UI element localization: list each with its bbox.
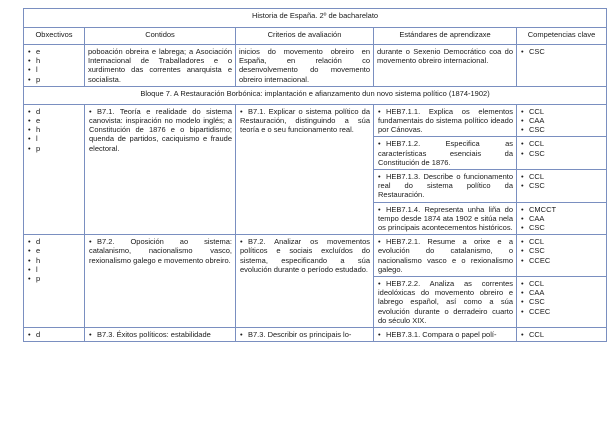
table-row xyxy=(24,328,607,342)
obxectivos-cell xyxy=(24,328,85,342)
competencias-cell xyxy=(517,104,607,137)
header-contidos: Contidos xyxy=(85,28,236,45)
estandar-cell: durante o Sexenio Democrático coa do movemento obreiro internacional. xyxy=(374,45,517,87)
competencia-item: • CCL xyxy=(520,107,603,116)
obxectivo-item: • h xyxy=(27,56,81,65)
table-row xyxy=(24,235,607,277)
contido-item: • B7.3. Éxitos políticos: estabilidade xyxy=(88,330,232,339)
estandar-item: • HEB7.1.4. Representa unha liña do tempo desde 1874 ata 1902 e sitúa nela os principais acontecementos históricos. xyxy=(377,205,513,233)
competencia-item: • CCEC xyxy=(520,256,603,265)
competencias-cell xyxy=(517,328,607,342)
obxectivo-item: • h xyxy=(27,256,81,265)
bloque-heading: Bloque 7. A Restauración Borbónica: implantación e afianzamento dun novo sistema político (1874-1902) xyxy=(24,86,607,104)
obxectivo-item: • d xyxy=(27,107,81,116)
table-row xyxy=(24,45,607,87)
obxectivo-item: • l xyxy=(27,265,81,274)
estandar-cell xyxy=(374,170,517,203)
criterio-item: • B7.3. Describir os principais lo- xyxy=(239,330,370,339)
estandar-item: • HEB7.1.1. Explica os elementos fundamentais do sistema político ideado por Cánovas. xyxy=(377,107,513,135)
obxectivos-cell xyxy=(24,235,85,328)
competencias-cell xyxy=(517,45,607,87)
competencias-cell xyxy=(517,235,607,277)
contido-item: • B7.1. Teoría e realidade do sistema canovista: inspiración no modelo inglés; a Constitución de 1876 e o bipartidismo; quenda de partidos, caciquismo e fraude electoral. xyxy=(88,107,232,153)
competencia-item: • CCEC xyxy=(520,307,603,316)
estandar-item: • HEB7.1.2. Especifica as características esenciais da Constitución de 1876. xyxy=(377,139,513,167)
competencia-item: • CSC xyxy=(520,297,603,306)
estandar-cell xyxy=(374,328,517,342)
criterio-item: • B7.2. Analizar os movementos políticos e sociais excluídos do sistema, especificando a súa evolución durante o período estudado. xyxy=(239,237,370,274)
criterio-cell xyxy=(236,328,374,342)
header-obxectivos: Obxectivos xyxy=(24,28,85,45)
criterio-cell xyxy=(236,235,374,328)
contido-item: • B7.2. Oposición ao sistema: catalanismo, nacionalismo vasco, rexionalismo galego e movemento obreiro. xyxy=(88,237,232,265)
competencia-item: • CSC xyxy=(520,181,603,190)
competencia-item: • CCL xyxy=(520,279,603,288)
estandar-cell xyxy=(374,104,517,137)
header-criterios: Criterios de avaliación xyxy=(236,28,374,45)
obxectivo-item: • e xyxy=(27,246,81,255)
contidos-cell xyxy=(85,104,236,234)
estandar-cell xyxy=(374,202,517,235)
obxectivo-item: • e xyxy=(27,116,81,125)
obxectivo-item: • d xyxy=(27,330,81,339)
contidos-cell xyxy=(85,328,236,342)
table-title: Historia de España. 2º de bacharelato xyxy=(24,9,607,28)
competencia-item: • CSC xyxy=(520,246,603,255)
competencias-cell xyxy=(517,137,607,170)
competencia-item: • CCL xyxy=(520,330,603,339)
estandar-item: • HEB7.3.1. Compara o papel polí- xyxy=(377,330,513,339)
competencia-item: • CSC xyxy=(520,223,603,232)
contidos-cell xyxy=(85,235,236,328)
estandar-item: • HEB7.2.1. Resume a orixe e a evolución do catalanismo, o nacionalismo vasco e o rexionalismo galego. xyxy=(377,237,513,274)
competencias-cell xyxy=(517,277,607,328)
competencia-item: • CMCCT xyxy=(520,205,603,214)
competencia-item: • CCL xyxy=(520,139,603,148)
obxectivos-cell xyxy=(24,45,85,87)
estandar-item: • HEB7.2.2. Analiza as correntes ideolóxicas do movemento obreiro e labrego español, así como a súa evolución durante o derradeiro cuarto do século XIX. xyxy=(377,279,513,325)
criterio-item: • B7.1. Explicar o sistema político da Restauración, distinguindo a súa teoría e o seu funcionamento real. xyxy=(239,107,370,135)
competencia-item: • CCL xyxy=(520,172,603,181)
obxectivo-item: • d xyxy=(27,237,81,246)
contidos-cell: poboación obreira e labrega; a Asociación Internacional de Traballadores e o xurdimento das correntes anarquista e socialista. xyxy=(85,45,236,87)
obxectivo-item: • e xyxy=(27,47,81,56)
competencia-item: • CAA xyxy=(520,288,603,297)
competencia-item: • CSC xyxy=(520,125,603,134)
obxectivos-cell xyxy=(24,104,85,234)
obxectivo-item: • l xyxy=(27,134,81,143)
obxectivo-item: • p xyxy=(27,75,81,84)
obxectivo-item: • h xyxy=(27,125,81,134)
estandar-cell xyxy=(374,137,517,170)
obxectivo-item: • p xyxy=(27,274,81,283)
competencia-item: • CSC xyxy=(520,47,603,56)
criterio-cell xyxy=(236,104,374,234)
competencia-item: • CSC xyxy=(520,149,603,158)
competencia-item: • CAA xyxy=(520,116,603,125)
competencias-cell xyxy=(517,202,607,235)
estandar-cell xyxy=(374,277,517,328)
estandar-item: • HEB7.1.3. Describe o funcionamento real do sistema político da Restauración. xyxy=(377,172,513,200)
curriculum-table xyxy=(23,8,607,342)
competencia-item: • CCL xyxy=(520,237,603,246)
obxectivo-item: • l xyxy=(27,65,81,74)
header-estandares: Estándares de aprendizaxe xyxy=(374,28,517,45)
header-competencias: Competencias clave xyxy=(517,28,607,45)
estandar-cell xyxy=(374,235,517,277)
competencia-item: • CAA xyxy=(520,214,603,223)
criterio-cell: inicios do movemento obreiro en España, en relación co desenvolvemento do movemento obreiro internacional. xyxy=(236,45,374,87)
competencias-cell xyxy=(517,170,607,203)
obxectivo-item: • p xyxy=(27,144,81,153)
table-row xyxy=(24,104,607,137)
